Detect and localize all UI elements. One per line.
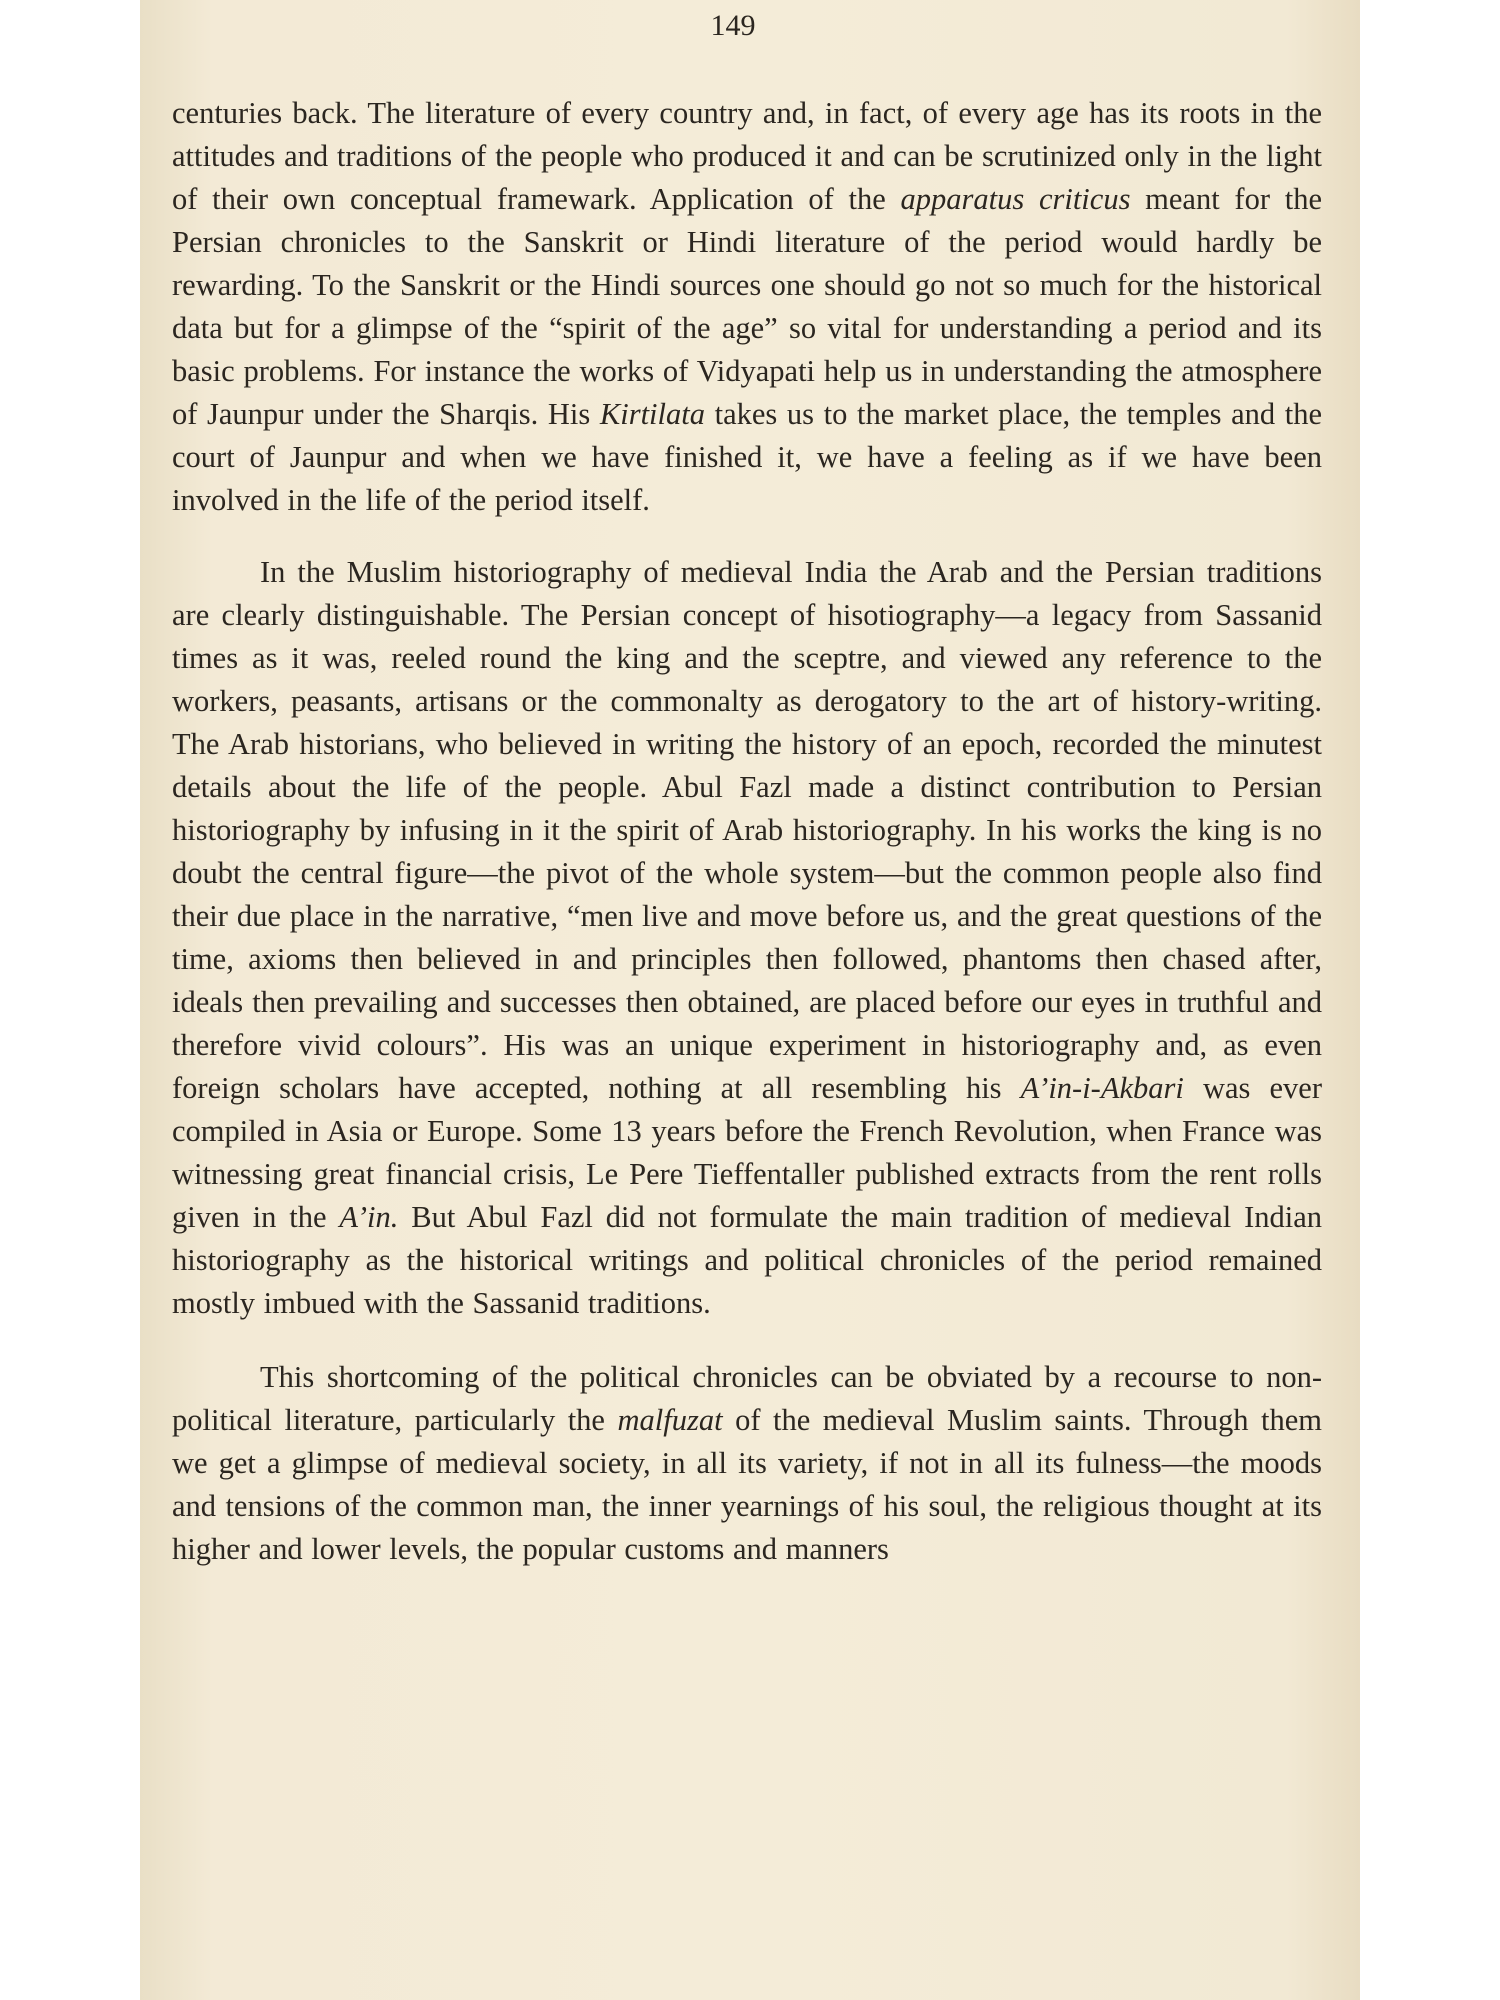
paragraph-2-text: But Abul Fazl did not formulate the main tradition of medieval Indian historiography as the historical writings and political chronicles of the period remained mostly imbued with the Sassanid traditions. (172, 1200, 1322, 1320)
paragraph-literature-sources (172, 92, 1322, 522)
paragraph-3-text: of the medieval Muslim saints. Through them we get a glimpse of medieval society, in all its variety, if not in all its fulness—the moods and tensions of the common man, the inner yearnings of his soul, the religious thought at its higher and lower levels, the popular customs and manners (172, 1403, 1322, 1566)
paragraph-non-political-literature (172, 1356, 1322, 1571)
italic-title: Kirtilata (599, 397, 705, 431)
page-number: 149 (710, 9, 756, 42)
paragraph-1-text: meant for the Persian chronicles to the Sanskrit or Hindi literature of the period would hardly be rewarding. To the Sanskrit or the Hindi sources one should go not so much for the historical data but for a glimpse of the “spirit of the age” so vital for understanding a period and its basic problems. For instance the works of Vidyapati help us in understanding the atmosphere of Jaunpur under the Sharqis. His (172, 182, 1322, 431)
italic-term: malfuzat (617, 1403, 723, 1437)
paragraph-3-text: This shortcoming of the political chronicles can be obviated by a recourse to non-political literature, particularly the (172, 1360, 1322, 1437)
paragraph-spacer (172, 522, 1322, 551)
paragraph-1-text: takes us to the market place, the temples and the court of Jaunpur and when we have finished it, we have a feeling as if we have been involved in the life of the period itself. (172, 397, 1323, 517)
italic-title: A’in. (339, 1200, 399, 1234)
paragraph-1-text: centuries back. The literature of every country and, in fact, of every age has its roots in the attitudes and traditions of the people who produced it and can be scrutinized only in the light of their own conceptual framewark. Application of the (172, 96, 1322, 216)
paragraph-arab-persian-traditions (172, 551, 1322, 1325)
italic-title: A’in-i-Akbari (1020, 1071, 1184, 1105)
italic-term: apparatus criticus (900, 182, 1131, 216)
paragraph-spacer (172, 1325, 1322, 1356)
paragraph-2-text: was ever compiled in Asia or Europe. Some 13 years before the French Revolution, when France was witnessing great financial crisis, Le Pere Tieffentaller published extracts from the rent rolls given in the (172, 1071, 1322, 1234)
book-page (140, 0, 1360, 2000)
paragraph-2-text: In the Muslim historiography of medieval India the Arab and the Persian traditions are clearly distinguishable. The Persian concept of hisotiography—a legacy from Sassanid times as it was, reeled round the king and the sceptre, and viewed any reference to the workers, peasants, artisans or the commonalty as derogatory to the art of history-writing. The Arab historians, who believed in writing the history of an epoch, recorded the minutest details about the life of the people. Abul Fazl made a distinct contribution to Persian historiography by infusing in it the spirit of Arab historiography. In his works the king is no doubt the central figure—the pivot of the whole system—but the common people also find their due place in the narrative, “men live and move before us, and the great questions of the time, axioms then believed in and principles then followed, phantoms then chased after, ideals then prevailing and successes then obtained, are placed before our eyes in truthful and therefore vivid colours”. His was an unique experiment in historiography and, as even foreign scholars have accepted, nothing at all resembling his (172, 555, 1322, 1105)
